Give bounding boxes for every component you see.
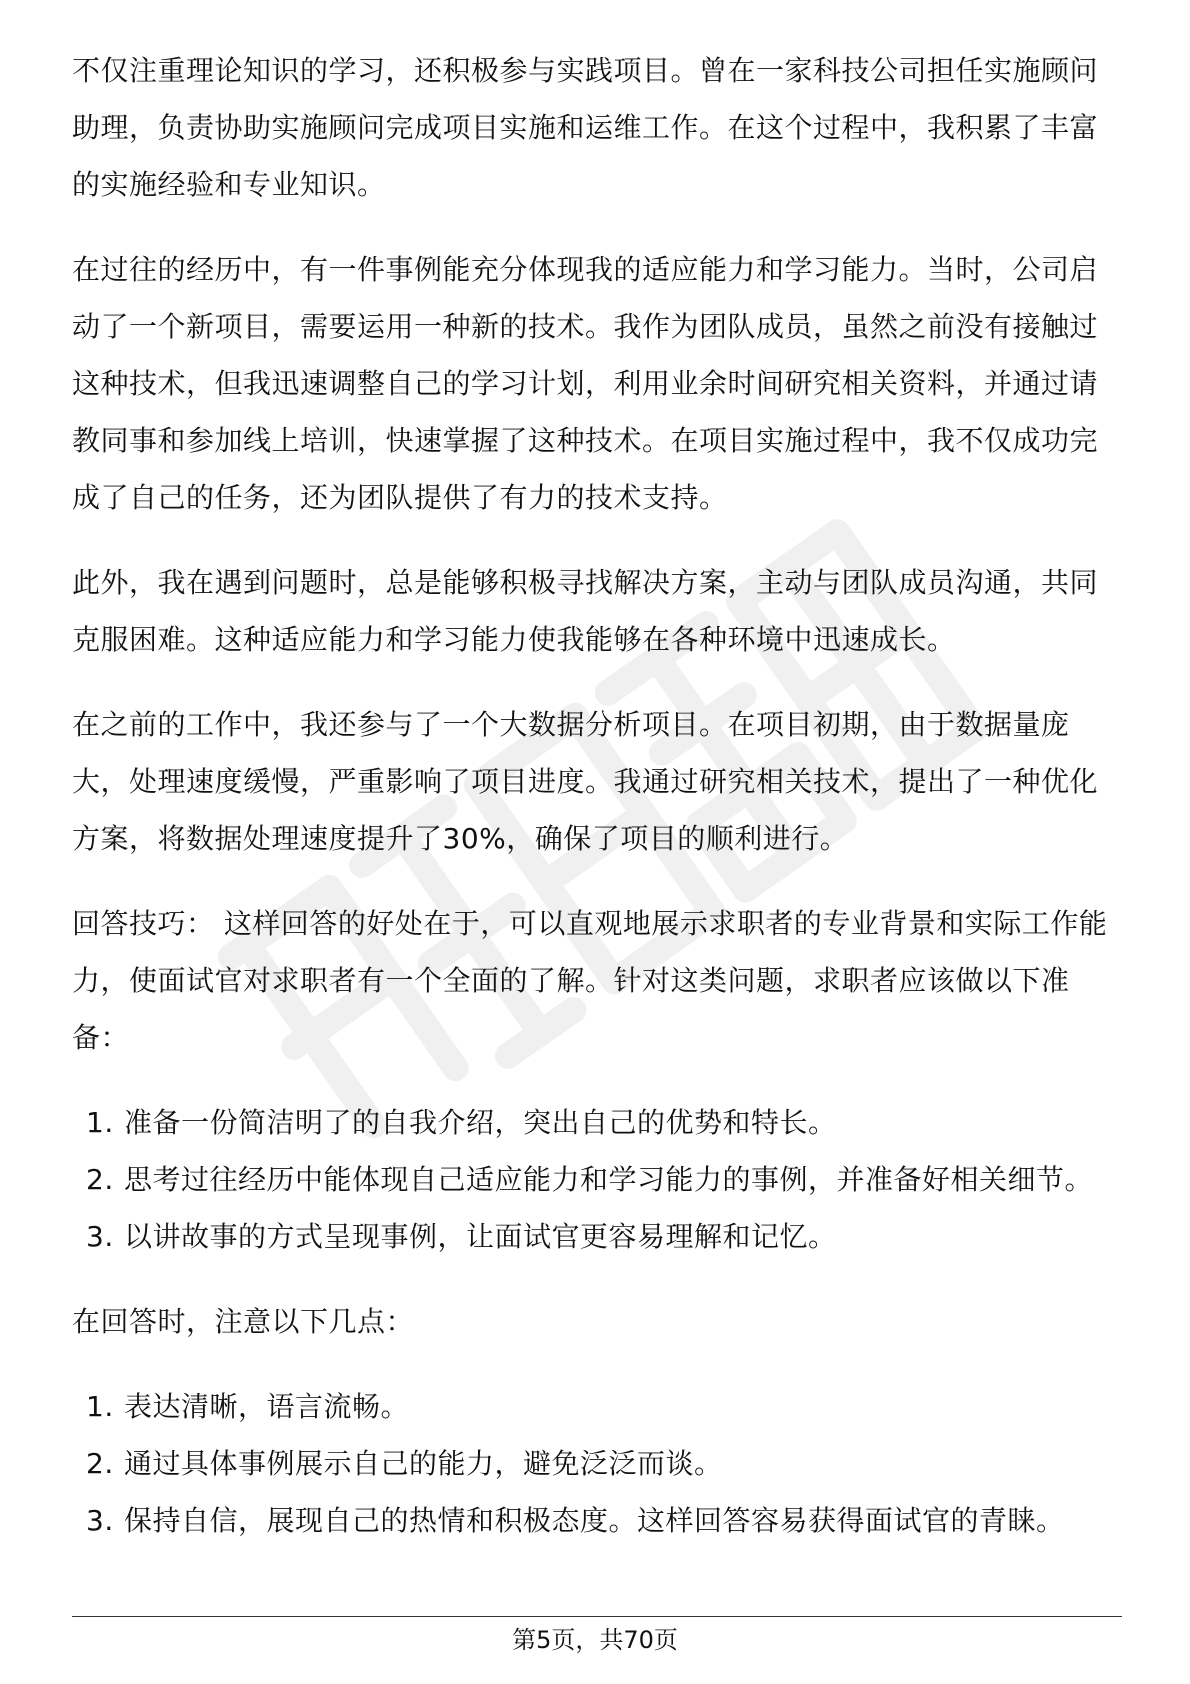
paragraph-big-data-project: 在之前的工作中，我还参与了一个大数据分析项目。在项目初期，由于数据量庞大，处理速度缓慢，严重影响了项目进度。我通过研究相关技术，提出了一种优化方案，将数据处理速度提升了30%，确保了项目的顺利进行。 xyxy=(72,708,1099,855)
paragraph-adaptability-example: 在过往的经历中，有一件事例能充分体现我的适应能力和学习能力。当时，公司启动了一个新项目，需要运用一种新的技术。我作为团队成员，虽然之前没有接触过这种技术，但我迅速调整自己的学习计划，利用业余时间研究相关资料，并通过请教同事和参加线上培训，快速掌握了这种技术。在项目实施过程中，我不仅成功完成了自己的任务，还为团队提供了有力的技术支持。 xyxy=(72,253,1099,514)
list-item-text: 准备一份简洁明了的自我介绍，突出自己的优势和特长。 xyxy=(124,1106,837,1139)
preparation-list xyxy=(72,1094,1122,1265)
list-item xyxy=(86,1435,1122,1492)
notes-list xyxy=(72,1378,1122,1549)
paragraph-practice: 不仅注重理论知识的学习，还积极参与实践项目。曾在一家科技公司担任实施顾问助理，负责协助实施顾问完成项目实施和运维工作。在这个过程中，我积累了丰富的实施经验和专业知识。 xyxy=(72,54,1099,201)
list-item-text: 通过具体事例展示自己的能力，避免泛泛而谈。 xyxy=(124,1447,723,1480)
list-item xyxy=(86,1208,1122,1265)
list-item-number: 2. xyxy=(86,1447,114,1480)
list-item-number: 3. xyxy=(86,1504,114,1537)
list-item-number: 1. xyxy=(86,1390,114,1423)
paragraph-notes-intro: 在回答时，注意以下几点： xyxy=(72,1305,415,1338)
list-item-text: 保持自信，展现自己的热情和积极态度。这样回答容易获得面试官的青睐。 xyxy=(124,1504,1065,1537)
footer-divider xyxy=(72,1616,1122,1617)
list-item xyxy=(86,1151,1122,1208)
list-item-text: 以讲故事的方式呈现事例，让面试官更容易理解和记忆。 xyxy=(124,1220,837,1253)
page-number: 第5页，共70页 xyxy=(512,1626,678,1654)
list-item xyxy=(86,1094,1122,1151)
list-item-number: 1. xyxy=(86,1106,114,1139)
paragraph-answer-tips: 回答技巧： 这样回答的好处在于，可以直观地展示求职者的专业背景和实际工作能力，使面试官对求职者有一个全面的了解。针对这类问题，求职者应该做以下准备： xyxy=(72,907,1108,1054)
list-item-text: 思考过往经历中能体现自己适应能力和学习能力的事例，并准备好相关细节。 xyxy=(124,1163,1094,1196)
list-item xyxy=(86,1378,1122,1435)
list-item-number: 2. xyxy=(86,1163,114,1196)
document-body xyxy=(72,42,1122,1577)
list-item xyxy=(86,1492,1122,1549)
list-item-text: 表达清晰，语言流畅。 xyxy=(124,1390,410,1423)
paragraph-problem-solving: 此外，我在遇到问题时，总是能够积极寻找解决方案，主动与团队成员沟通，共同克服困难。这种适应能力和学习能力使我能够在各种环境中迅速成长。 xyxy=(72,566,1099,656)
list-item-number: 3. xyxy=(86,1220,114,1253)
